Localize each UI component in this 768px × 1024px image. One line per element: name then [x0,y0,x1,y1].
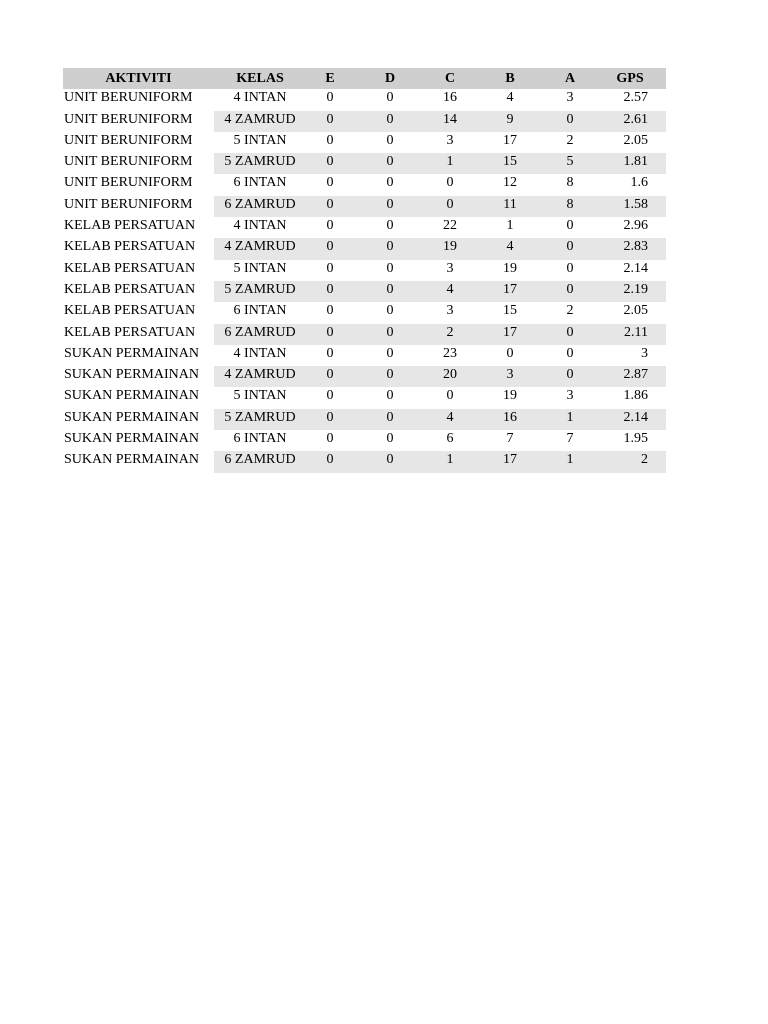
cell-c: 3 [426,302,474,323]
cell-b: 17 [474,451,546,472]
cell-gps: 2.19 [594,281,666,302]
cell-d: 0 [354,174,426,195]
header-c: C [426,68,474,89]
cell-e: 0 [306,345,354,366]
table-row [63,111,666,132]
cell-e: 0 [306,324,354,345]
cell-b: 16 [474,409,546,430]
table-row [63,260,666,281]
cell-a: 0 [546,260,594,281]
cell-d: 0 [354,324,426,345]
cell-c: 1 [426,451,474,472]
cell-gps: 2.96 [594,217,666,238]
header-e: E [306,68,354,89]
cell-gps: 2.14 [594,260,666,281]
cell-c: 0 [426,196,474,217]
cell-aktiviti: KELAB PERSATUAN [63,217,214,238]
cell-b: 9 [474,111,546,132]
cell-d: 0 [354,281,426,302]
cell-c: 0 [426,387,474,408]
cell-a: 0 [546,345,594,366]
cell-gps: 2.87 [594,366,666,387]
cell-e: 0 [306,132,354,153]
cell-aktiviti: UNIT BERUNIFORM [63,89,214,110]
cell-b: 17 [474,324,546,345]
cell-a: 0 [546,217,594,238]
cell-b: 7 [474,430,546,451]
cell-a: 5 [546,153,594,174]
cell-kelas: 5 ZAMRUD [214,409,306,430]
cell-c: 1 [426,153,474,174]
cell-c: 20 [426,366,474,387]
cell-kelas: 5 INTAN [214,260,306,281]
cell-c: 0 [426,174,474,195]
cell-aktiviti: SUKAN PERMAINAN [63,345,214,366]
cell-gps: 1.58 [594,196,666,217]
cell-a: 8 [546,196,594,217]
cell-gps: 1.6 [594,174,666,195]
header-aktiviti: AKTIVITI [63,68,214,89]
cell-aktiviti: SUKAN PERMAINAN [63,451,214,472]
cell-aktiviti: KELAB PERSATUAN [63,238,214,259]
cell-kelas: 6 INTAN [214,430,306,451]
table-row [63,238,666,259]
cell-kelas: 6 ZAMRUD [214,196,306,217]
cell-c: 3 [426,260,474,281]
cell-aktiviti: SUKAN PERMAINAN [63,366,214,387]
cell-e: 0 [306,366,354,387]
cell-kelas: 4 INTAN [214,89,306,110]
cell-c: 22 [426,217,474,238]
cell-kelas: 4 INTAN [214,345,306,366]
cell-gps: 3 [594,345,666,366]
cell-c: 6 [426,430,474,451]
cell-b: 0 [474,345,546,366]
cell-aktiviti: UNIT BERUNIFORM [63,196,214,217]
cell-b: 17 [474,281,546,302]
cell-e: 0 [306,409,354,430]
cell-d: 0 [354,409,426,430]
table-row [63,387,666,408]
cell-gps: 2.05 [594,132,666,153]
table-row [63,324,666,345]
cell-gps: 1.81 [594,153,666,174]
cell-a: 0 [546,238,594,259]
cell-a: 0 [546,366,594,387]
cell-a: 7 [546,430,594,451]
cell-a: 2 [546,302,594,323]
cell-d: 0 [354,153,426,174]
cell-gps: 1.95 [594,430,666,451]
cell-b: 15 [474,153,546,174]
cell-e: 0 [306,111,354,132]
cell-e: 0 [306,260,354,281]
cell-d: 0 [354,387,426,408]
cell-e: 0 [306,451,354,472]
cell-kelas: 4 ZAMRUD [214,238,306,259]
table-row [63,89,666,110]
cell-aktiviti: SUKAN PERMAINAN [63,409,214,430]
cell-aktiviti: UNIT BERUNIFORM [63,153,214,174]
cell-kelas: 4 ZAMRUD [214,366,306,387]
cell-a: 2 [546,132,594,153]
cell-a: 3 [546,89,594,110]
header-d: D [354,68,426,89]
cell-d: 0 [354,217,426,238]
cell-kelas: 4 ZAMRUD [214,111,306,132]
cell-d: 0 [354,89,426,110]
cell-a: 0 [546,324,594,345]
cell-a: 1 [546,409,594,430]
header-gps: GPS [594,68,666,89]
cell-b: 15 [474,302,546,323]
cell-e: 0 [306,196,354,217]
cell-b: 12 [474,174,546,195]
cell-d: 0 [354,111,426,132]
cell-gps: 1.86 [594,387,666,408]
header-a: A [546,68,594,89]
cell-kelas: 5 ZAMRUD [214,153,306,174]
cell-kelas: 6 ZAMRUD [214,324,306,345]
cell-b: 3 [474,366,546,387]
cell-aktiviti: KELAB PERSATUAN [63,324,214,345]
table-row [63,174,666,195]
table-row [63,217,666,238]
cell-c: 2 [426,324,474,345]
cell-c: 16 [426,89,474,110]
cell-aktiviti: KELAB PERSATUAN [63,260,214,281]
cell-b: 4 [474,238,546,259]
cell-d: 0 [354,366,426,387]
cell-kelas: 5 ZAMRUD [214,281,306,302]
cell-aktiviti: KELAB PERSATUAN [63,281,214,302]
table-row [63,430,666,451]
cell-e: 0 [306,430,354,451]
cell-d: 0 [354,238,426,259]
cell-e: 0 [306,387,354,408]
cell-kelas: 6 INTAN [214,174,306,195]
cell-d: 0 [354,430,426,451]
cell-kelas: 6 ZAMRUD [214,451,306,472]
table-header [63,68,666,89]
table-row [63,302,666,323]
cell-gps: 2.11 [594,324,666,345]
header-row [63,68,666,89]
header-b: B [474,68,546,89]
cell-e: 0 [306,302,354,323]
cell-d: 0 [354,302,426,323]
table-row [63,409,666,430]
cell-gps: 2.14 [594,409,666,430]
cell-kelas: 4 INTAN [214,217,306,238]
cell-c: 14 [426,111,474,132]
cell-aktiviti: SUKAN PERMAINAN [63,430,214,451]
cell-aktiviti: UNIT BERUNIFORM [63,174,214,195]
table-row [63,366,666,387]
cell-aktiviti: SUKAN PERMAINAN [63,387,214,408]
table-body [63,89,666,472]
cell-kelas: 5 INTAN [214,132,306,153]
cell-gps: 2.61 [594,111,666,132]
cell-c: 23 [426,345,474,366]
table-row [63,281,666,302]
cell-gps: 2.05 [594,302,666,323]
cell-d: 0 [354,260,426,281]
table-row [63,451,666,472]
cell-e: 0 [306,174,354,195]
cell-b: 4 [474,89,546,110]
cell-b: 17 [474,132,546,153]
cell-c: 4 [426,409,474,430]
cell-d: 0 [354,345,426,366]
cell-b: 19 [474,387,546,408]
table-row [63,153,666,174]
cell-aktiviti: UNIT BERUNIFORM [63,132,214,153]
cell-aktiviti: KELAB PERSATUAN [63,302,214,323]
cell-e: 0 [306,281,354,302]
cell-a: 3 [546,387,594,408]
table-row [63,196,666,217]
cell-a: 1 [546,451,594,472]
cell-d: 0 [354,132,426,153]
table-row [63,132,666,153]
cell-e: 0 [306,217,354,238]
cell-e: 0 [306,153,354,174]
cell-c: 3 [426,132,474,153]
cell-gps: 2.83 [594,238,666,259]
header-kelas: KELAS [214,68,306,89]
cell-b: 11 [474,196,546,217]
cell-d: 0 [354,451,426,472]
cell-kelas: 5 INTAN [214,387,306,408]
cell-a: 0 [546,281,594,302]
cell-kelas: 6 INTAN [214,302,306,323]
cell-c: 19 [426,238,474,259]
cell-aktiviti: UNIT BERUNIFORM [63,111,214,132]
cell-gps: 2 [594,451,666,472]
cell-e: 0 [306,238,354,259]
cell-gps: 2.57 [594,89,666,110]
cell-b: 1 [474,217,546,238]
cell-c: 4 [426,281,474,302]
cell-e: 0 [306,89,354,110]
table-row [63,345,666,366]
cell-a: 8 [546,174,594,195]
cell-b: 19 [474,260,546,281]
cell-d: 0 [354,196,426,217]
grade-table [63,68,666,473]
cell-a: 0 [546,111,594,132]
